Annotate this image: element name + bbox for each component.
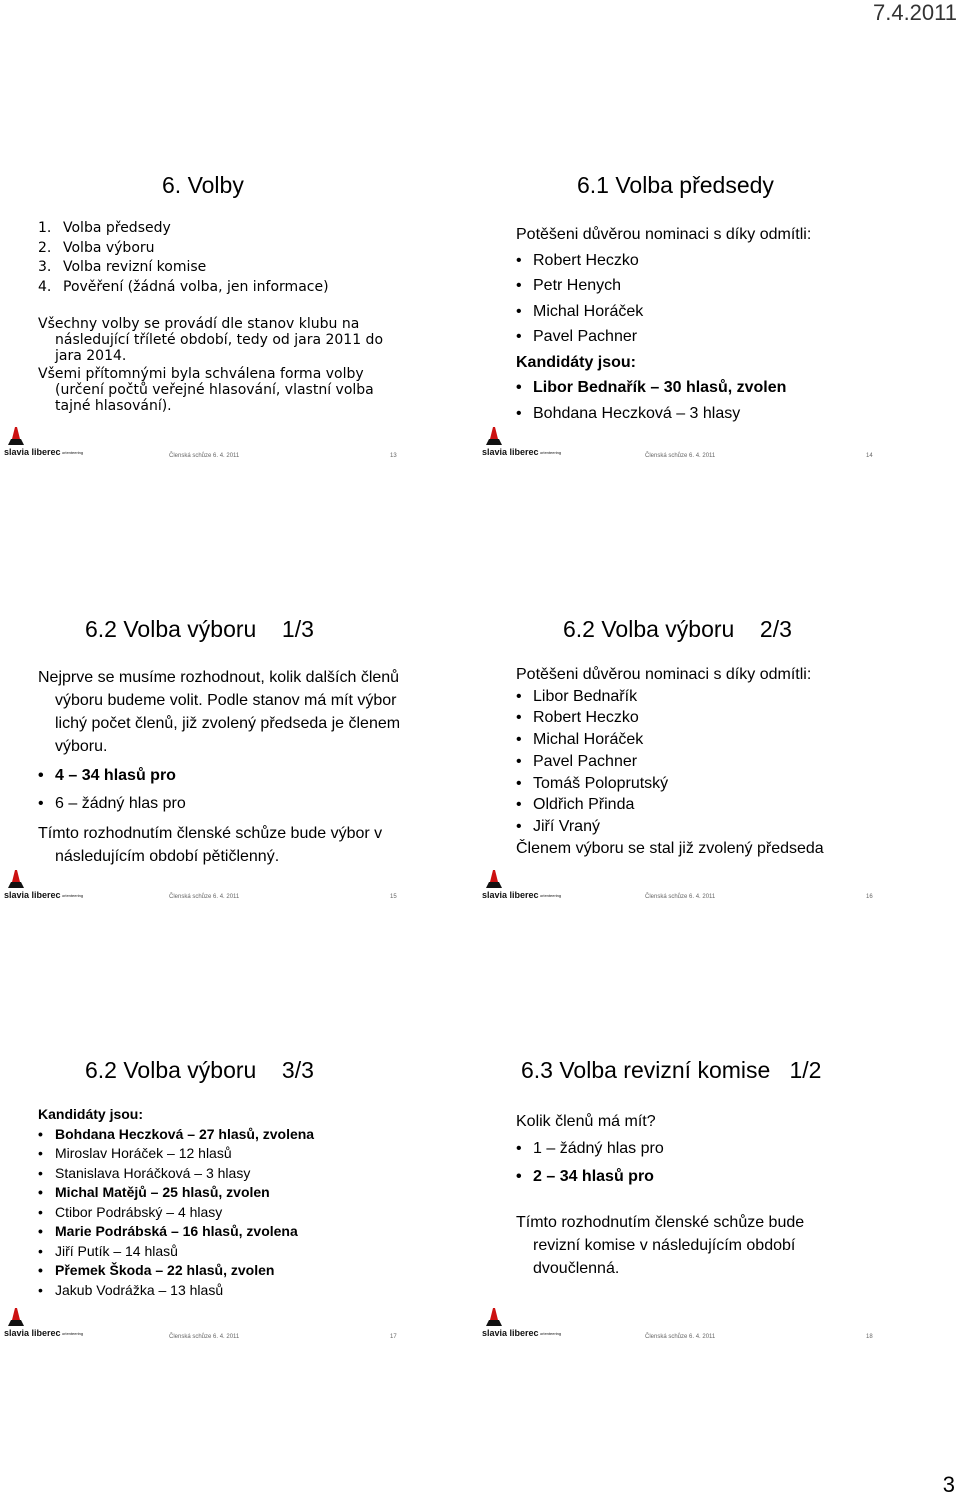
list-item: • Michal Horáček xyxy=(516,729,948,751)
paragraph: Tímto rozhodnutím členské schůze bude revizní komise v následujícím období dvoučlenná. xyxy=(516,1214,805,1277)
list-item: • Libor Bednařík – 30 hlasů, zvolen xyxy=(516,375,948,401)
slide-title: 6.2 Volba výboru 3/3 xyxy=(85,1057,314,1083)
svg-text:orienteering: orienteering xyxy=(62,450,84,455)
paragraph: Všemi přítomnými byla schválena forma volby (určení počtů veřejné hlasování, vlastní volba tajné hlasování). xyxy=(38,366,374,414)
slide-17 xyxy=(0,900,478,1340)
list-item: • 1 – žádný hlas pro xyxy=(516,1135,846,1163)
slide-title: 6. Volby xyxy=(162,172,244,198)
declined-list xyxy=(516,248,948,350)
list-item: • Přemek Škoda – 22 hlasů, zvolen xyxy=(38,1261,470,1281)
list-item: 1. Volba předsedy xyxy=(38,220,171,236)
slide-body xyxy=(38,219,470,414)
page-number: 3 xyxy=(942,1472,955,1497)
header-date: 7.4.2011 xyxy=(872,0,957,25)
slide-footer: slavia liberec orienteering Členská schůze 6. 4. 2011 13 xyxy=(0,425,478,459)
slide-14 xyxy=(478,0,956,459)
intro-text: Potěšeni důvěrou nominaci s díky odmítli: xyxy=(516,226,812,243)
slide-title: 6.3 Volba revizní komise 1/2 xyxy=(521,1057,822,1083)
svg-text:slavia liberec: slavia liberec xyxy=(482,447,539,457)
svg-text:orienteering: orienteering xyxy=(62,1331,84,1336)
list-item: • Bohdana Heczková – 27 hlasů, zvolena xyxy=(38,1125,470,1145)
list-item: • Michal Matějů – 25 hlasů, zvolen xyxy=(38,1183,470,1203)
candidates-list xyxy=(516,375,948,426)
slide-title: 6.2 Volba výboru 1/3 xyxy=(85,616,314,642)
list-item: 2. Volba výboru xyxy=(38,239,155,256)
club-logo xyxy=(2,868,86,902)
list-item: • Oldřich Přinda xyxy=(516,794,948,816)
club-logo xyxy=(480,1306,564,1340)
declined-list xyxy=(516,686,948,838)
question-text: Kolik členů má mít? xyxy=(516,1113,656,1130)
list-item: • Pavel Pachner xyxy=(516,324,948,350)
list-item: • Bohdana Heczková – 3 hlasy xyxy=(516,401,948,427)
svg-text:slavia liberec: slavia liberec xyxy=(482,890,539,900)
list-item: • Pavel Pachner xyxy=(516,751,948,773)
svg-text:slavia liberec: slavia liberec xyxy=(482,1328,539,1338)
outro-text: Členem výboru se stal již zvolený předseda xyxy=(516,839,824,857)
list-item: • 2 – 34 hlasů pro xyxy=(516,1163,846,1191)
list-item: • 6 – žádný hlas pro xyxy=(38,790,408,818)
slide-13 xyxy=(0,0,478,459)
list-item: • Stanislava Horáčková – 3 hlasy xyxy=(38,1164,470,1184)
slide-footer: slavia liberec orienteering Členská schůze 6. 4. 2011 16 xyxy=(478,868,956,902)
list-item: 4. Pověření (žádná volba, jen informace) xyxy=(38,278,329,295)
slide-16 xyxy=(478,460,956,900)
svg-text:slavia liberec: slavia liberec xyxy=(4,1328,61,1338)
list-item: • Jakub Vodrážka – 13 hlasů xyxy=(38,1281,470,1301)
slide-footer: slavia liberec orienteering Členská schůze 6. 4. 2011 14 xyxy=(478,425,956,459)
options-list xyxy=(516,1135,846,1191)
slide-15 xyxy=(0,460,478,900)
svg-text:orienteering: orienteering xyxy=(540,893,562,898)
list-item: • Ctibor Podrábský – 4 hlasy xyxy=(38,1203,470,1223)
list-item: • 4 – 34 hlasů pro xyxy=(38,762,408,790)
list-item: • Marie Podrábská – 16 hlasů, zvolena xyxy=(38,1222,470,1242)
club-logo xyxy=(480,425,564,459)
slide-body xyxy=(516,1110,846,1280)
svg-text:orienteering: orienteering xyxy=(62,893,84,898)
svg-text:orienteering: orienteering xyxy=(540,1331,562,1336)
list-item: 3. Volba revizní komise xyxy=(38,259,207,275)
list-item: • Miroslav Horáček – 12 hlasů xyxy=(38,1144,470,1164)
list-item: • Libor Bednařík xyxy=(516,686,948,708)
svg-text:slavia liberec: slavia liberec xyxy=(4,890,61,900)
slide-title: 6.1 Volba předsedy xyxy=(577,172,774,198)
club-logo xyxy=(2,425,86,459)
options-list xyxy=(38,762,408,818)
list-item: • Jiří Putík – 14 hlasů xyxy=(38,1242,470,1262)
club-logo xyxy=(2,1306,86,1340)
list-item: • Robert Heczko xyxy=(516,248,948,274)
candidates-list xyxy=(38,1125,470,1301)
slide-footer: slavia liberec orienteering Členská schůze 6. 4. 2011 17 xyxy=(0,1306,478,1340)
list-item: • Michal Horáček xyxy=(516,299,948,325)
slide-body xyxy=(516,222,948,426)
numbered-list xyxy=(38,219,470,297)
list-item: • Petr Henych xyxy=(516,273,948,299)
svg-text:slavia liberec: slavia liberec xyxy=(4,447,61,457)
slide-body xyxy=(38,1105,470,1300)
candidates-label: Kandidáty jsou: xyxy=(516,353,637,371)
svg-text:orienteering: orienteering xyxy=(540,450,562,455)
slide-body xyxy=(516,664,948,859)
paragraph: Nejprve se musíme rozhodnout, kolik dalších členů výboru budeme volit. Podle stanov má mít výbor lichý počet členů, již zvolený předseda je členem výboru. xyxy=(38,669,401,755)
intro-text: Potěšeni důvěrou nominaci s díky odmítli: xyxy=(516,666,812,683)
slide-18 xyxy=(478,900,956,1340)
list-item: • Robert Heczko xyxy=(516,707,948,729)
list-item: • Jiří Vraný xyxy=(516,816,948,838)
paragraph: Tímto rozhodnutím členské schůze bude výbor v následujícím období pětičlenný. xyxy=(38,825,383,865)
slide-footer: slavia liberec orienteering Členská schůze 6. 4. 2011 18 xyxy=(478,1306,956,1340)
club-logo xyxy=(480,868,564,902)
slide-body xyxy=(38,666,408,868)
slide-footer: slavia liberec orienteering Členská schůze 6. 4. 2011 15 xyxy=(0,868,478,902)
paragraph: Všechny volby se provádí dle stanov klubu na následující tříleté období, tedy od jara 2011 do jara 2014. xyxy=(38,316,384,364)
list-item: • Tomáš Poloprutský xyxy=(516,773,948,795)
slide-title: 6.2 Volba výboru 2/3 xyxy=(563,616,792,642)
candidates-label: Kandidáty jsou: xyxy=(38,1106,144,1122)
